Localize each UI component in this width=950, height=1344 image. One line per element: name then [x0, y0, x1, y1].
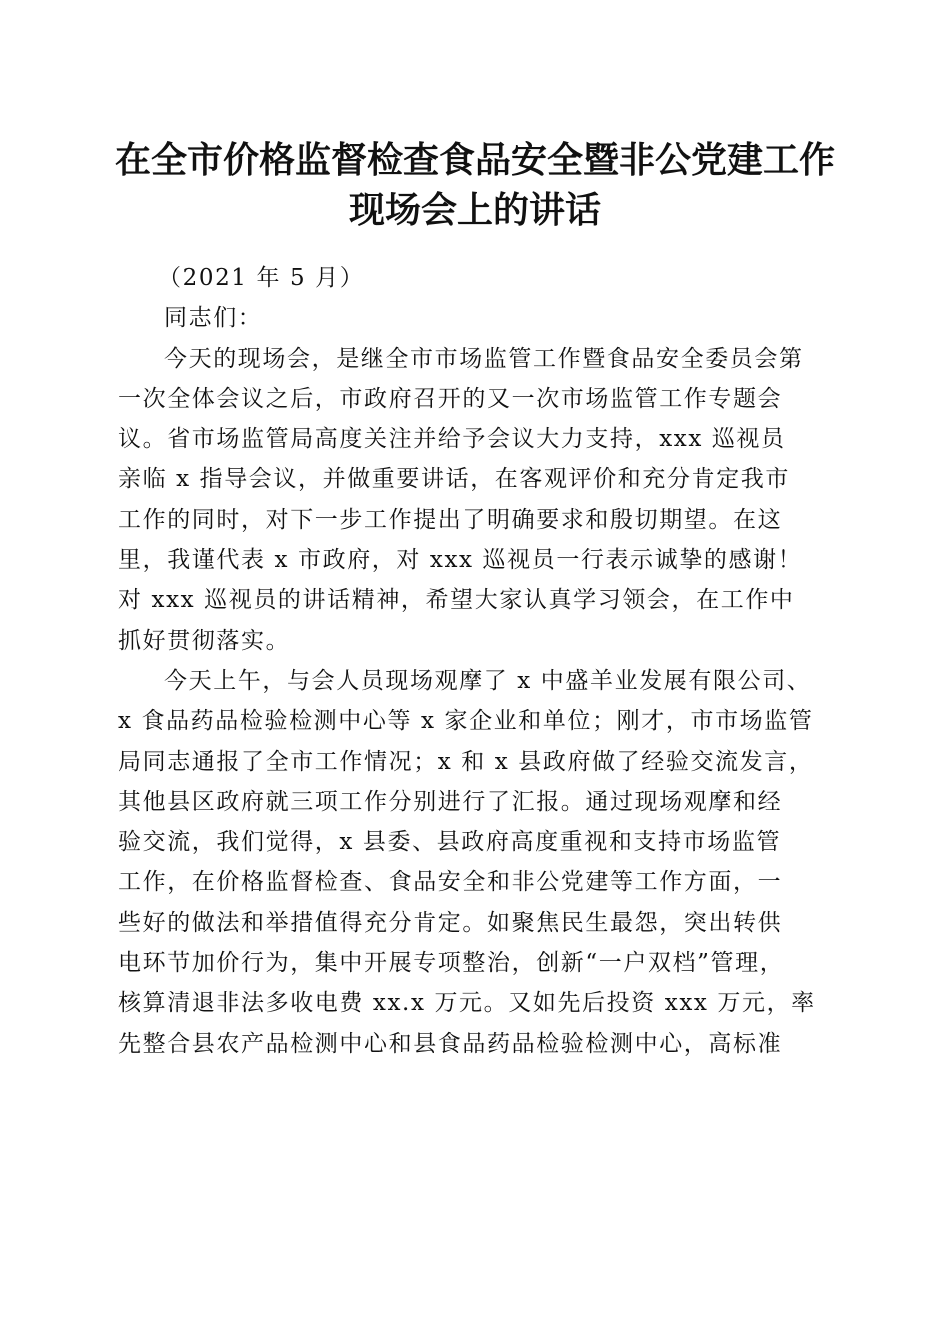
paragraph-2-line: 工作，在价格监督检查、食品安全和非公党建等工作方面，一	[118, 869, 783, 896]
paragraph-2-line: 局同志通报了全市工作情况；x 和 x 县政府做了经验交流发言，	[118, 748, 814, 775]
paragraph-1	[118, 339, 830, 661]
paragraph-2-line: 验交流，我们觉得，x 县委、县政府高度重视和支持市场监管	[118, 829, 782, 856]
paragraph-1-line: 里，我谨代表 x 市政府，对 xxx 巡视员一行表示诚挚的感谢！	[118, 547, 803, 574]
paragraph-2-line: 电环节加价行为，集中开展专项整治，创新“一户双档”管理，	[118, 950, 785, 977]
paragraph-2-line: 些好的做法和举措值得充分肯定。如聚焦民生最怨，突出转供	[118, 909, 783, 936]
document-date: （2021 年 5 月）	[158, 265, 365, 291]
paragraph-1-line: 议。省市场监管局高度关注并给予会议大力支持，xxx 巡视员	[118, 426, 786, 453]
paragraph-1-line: 亲临 x 指导会议，并做重要讲话，在客观评价和充分肯定我市	[118, 466, 790, 493]
paragraph-1-line: 抓好贯彻落实。	[118, 627, 291, 654]
paragraph-1-line: 对 xxx 巡视员的讲话精神，希望大家认真学习领会，在工作中	[118, 587, 795, 614]
paragraph-2-line: 先整合县农产品检测中心和县食品药品检验检测中心，高标准	[118, 1030, 783, 1057]
document-body	[118, 258, 830, 1064]
paragraph-2-line: 其他县区政府就三项工作分别进行了汇报。通过现场观摩和经	[118, 788, 783, 815]
salutation: 同志们：	[164, 305, 263, 332]
paragraph-1-line: 工作的同时，对下一步工作提出了明确要求和殷切期望。在这	[118, 506, 783, 533]
document-title	[100, 136, 850, 236]
paragraph-2	[118, 661, 830, 1064]
paragraph-2-line: 核算清退非法多收电费 xx.x 万元。又如先后投资 xxx 万元，率	[118, 990, 816, 1017]
paragraph-2-line: x 食品药品检验检测中心等 x 家企业和单位；刚才，市市场监管	[118, 708, 814, 735]
paragraph-2-line: 今天上午，与会人员现场观摩了 x 中盛羊业发展有限公司、	[164, 667, 812, 694]
title-line-1: 在全市价格监督检查食品安全暨非公党建工作	[114, 140, 835, 181]
title-line-2: 现场会上的讲话	[348, 190, 601, 231]
paragraph-1-line: 一次全体会议之后，市政府召开的又一次市场监管工作专题会	[118, 385, 783, 412]
paragraph-1-line: 今天的现场会，是继全市市场监管工作暨食品安全委员会第	[164, 345, 804, 372]
